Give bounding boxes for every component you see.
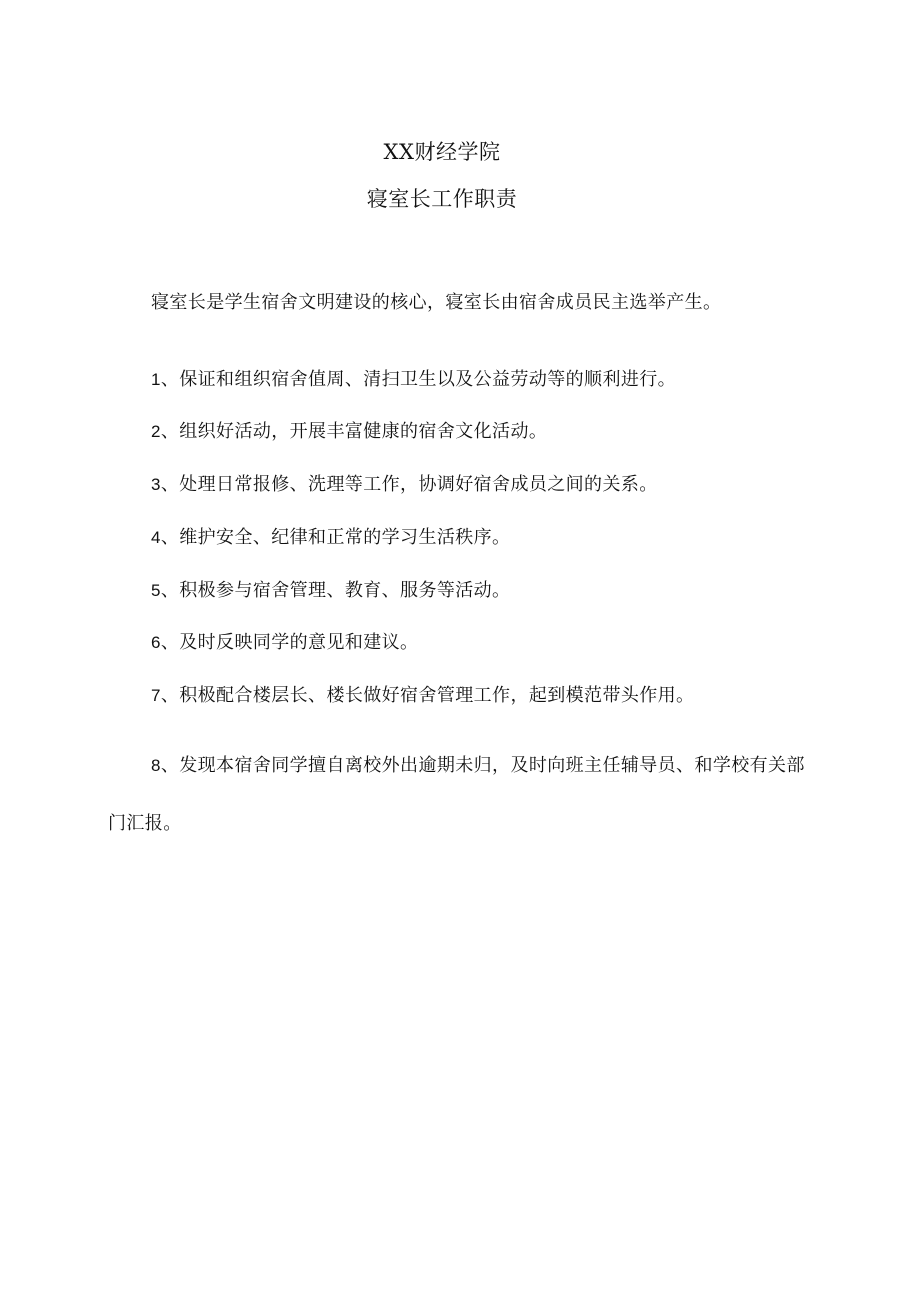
duty-item-6: [151, 630, 418, 656]
duty-number: 6: [151, 633, 161, 652]
duty-item-7: [151, 683, 694, 709]
duty-item-1: [151, 367, 676, 393]
duty-text: 、维护安全、纪律和正常的学习生活秩序。: [160, 527, 511, 548]
document-title: 寝室长工作职责: [366, 187, 518, 211]
duty-text: 、积极参与宿舍管理、教育、服务等活动。: [160, 580, 511, 601]
duty-text: 、处理日常报修、洗理等工作，协调好宿舍成员之间的关系。: [160, 474, 658, 495]
duty-item-5: [151, 578, 510, 604]
duty-text: 、及时反映同学的意见和建议。: [160, 632, 419, 653]
duty-text: 、组织好活动，开展丰富健康的宿舍文化活动。: [160, 421, 548, 442]
duty-number: 2: [151, 422, 161, 441]
duty-number: 3: [151, 475, 161, 494]
duty-text: 、积极配合楼层长、楼长做好宿舍管理工作，起到模范带头作用。: [160, 685, 695, 706]
duty-text: 、发现本宿舍同学擅自离校外出逾期未归，及时向班主任辅导员、和学校有关部门汇报。: [108, 755, 805, 834]
duty-item-4: [151, 525, 510, 551]
duty-item-8: [108, 737, 823, 853]
intro-paragraph: 寝室长是学生宿舍文明建设的核心，寝室长由宿舍成员民主选举产生。: [151, 292, 722, 313]
duty-item-2: [151, 419, 547, 445]
duty-number: 4: [151, 528, 161, 547]
duty-number: 1: [151, 370, 161, 389]
duty-item-3: [151, 472, 658, 498]
duty-number: 5: [151, 581, 161, 600]
duty-number: 8: [151, 756, 161, 775]
institution-title: XX财经学院: [383, 140, 501, 164]
duty-text: 、保证和组织宿舍值周、清扫卫生以及公益劳动等的顺利进行。: [160, 369, 677, 390]
duty-number: 7: [151, 686, 161, 705]
